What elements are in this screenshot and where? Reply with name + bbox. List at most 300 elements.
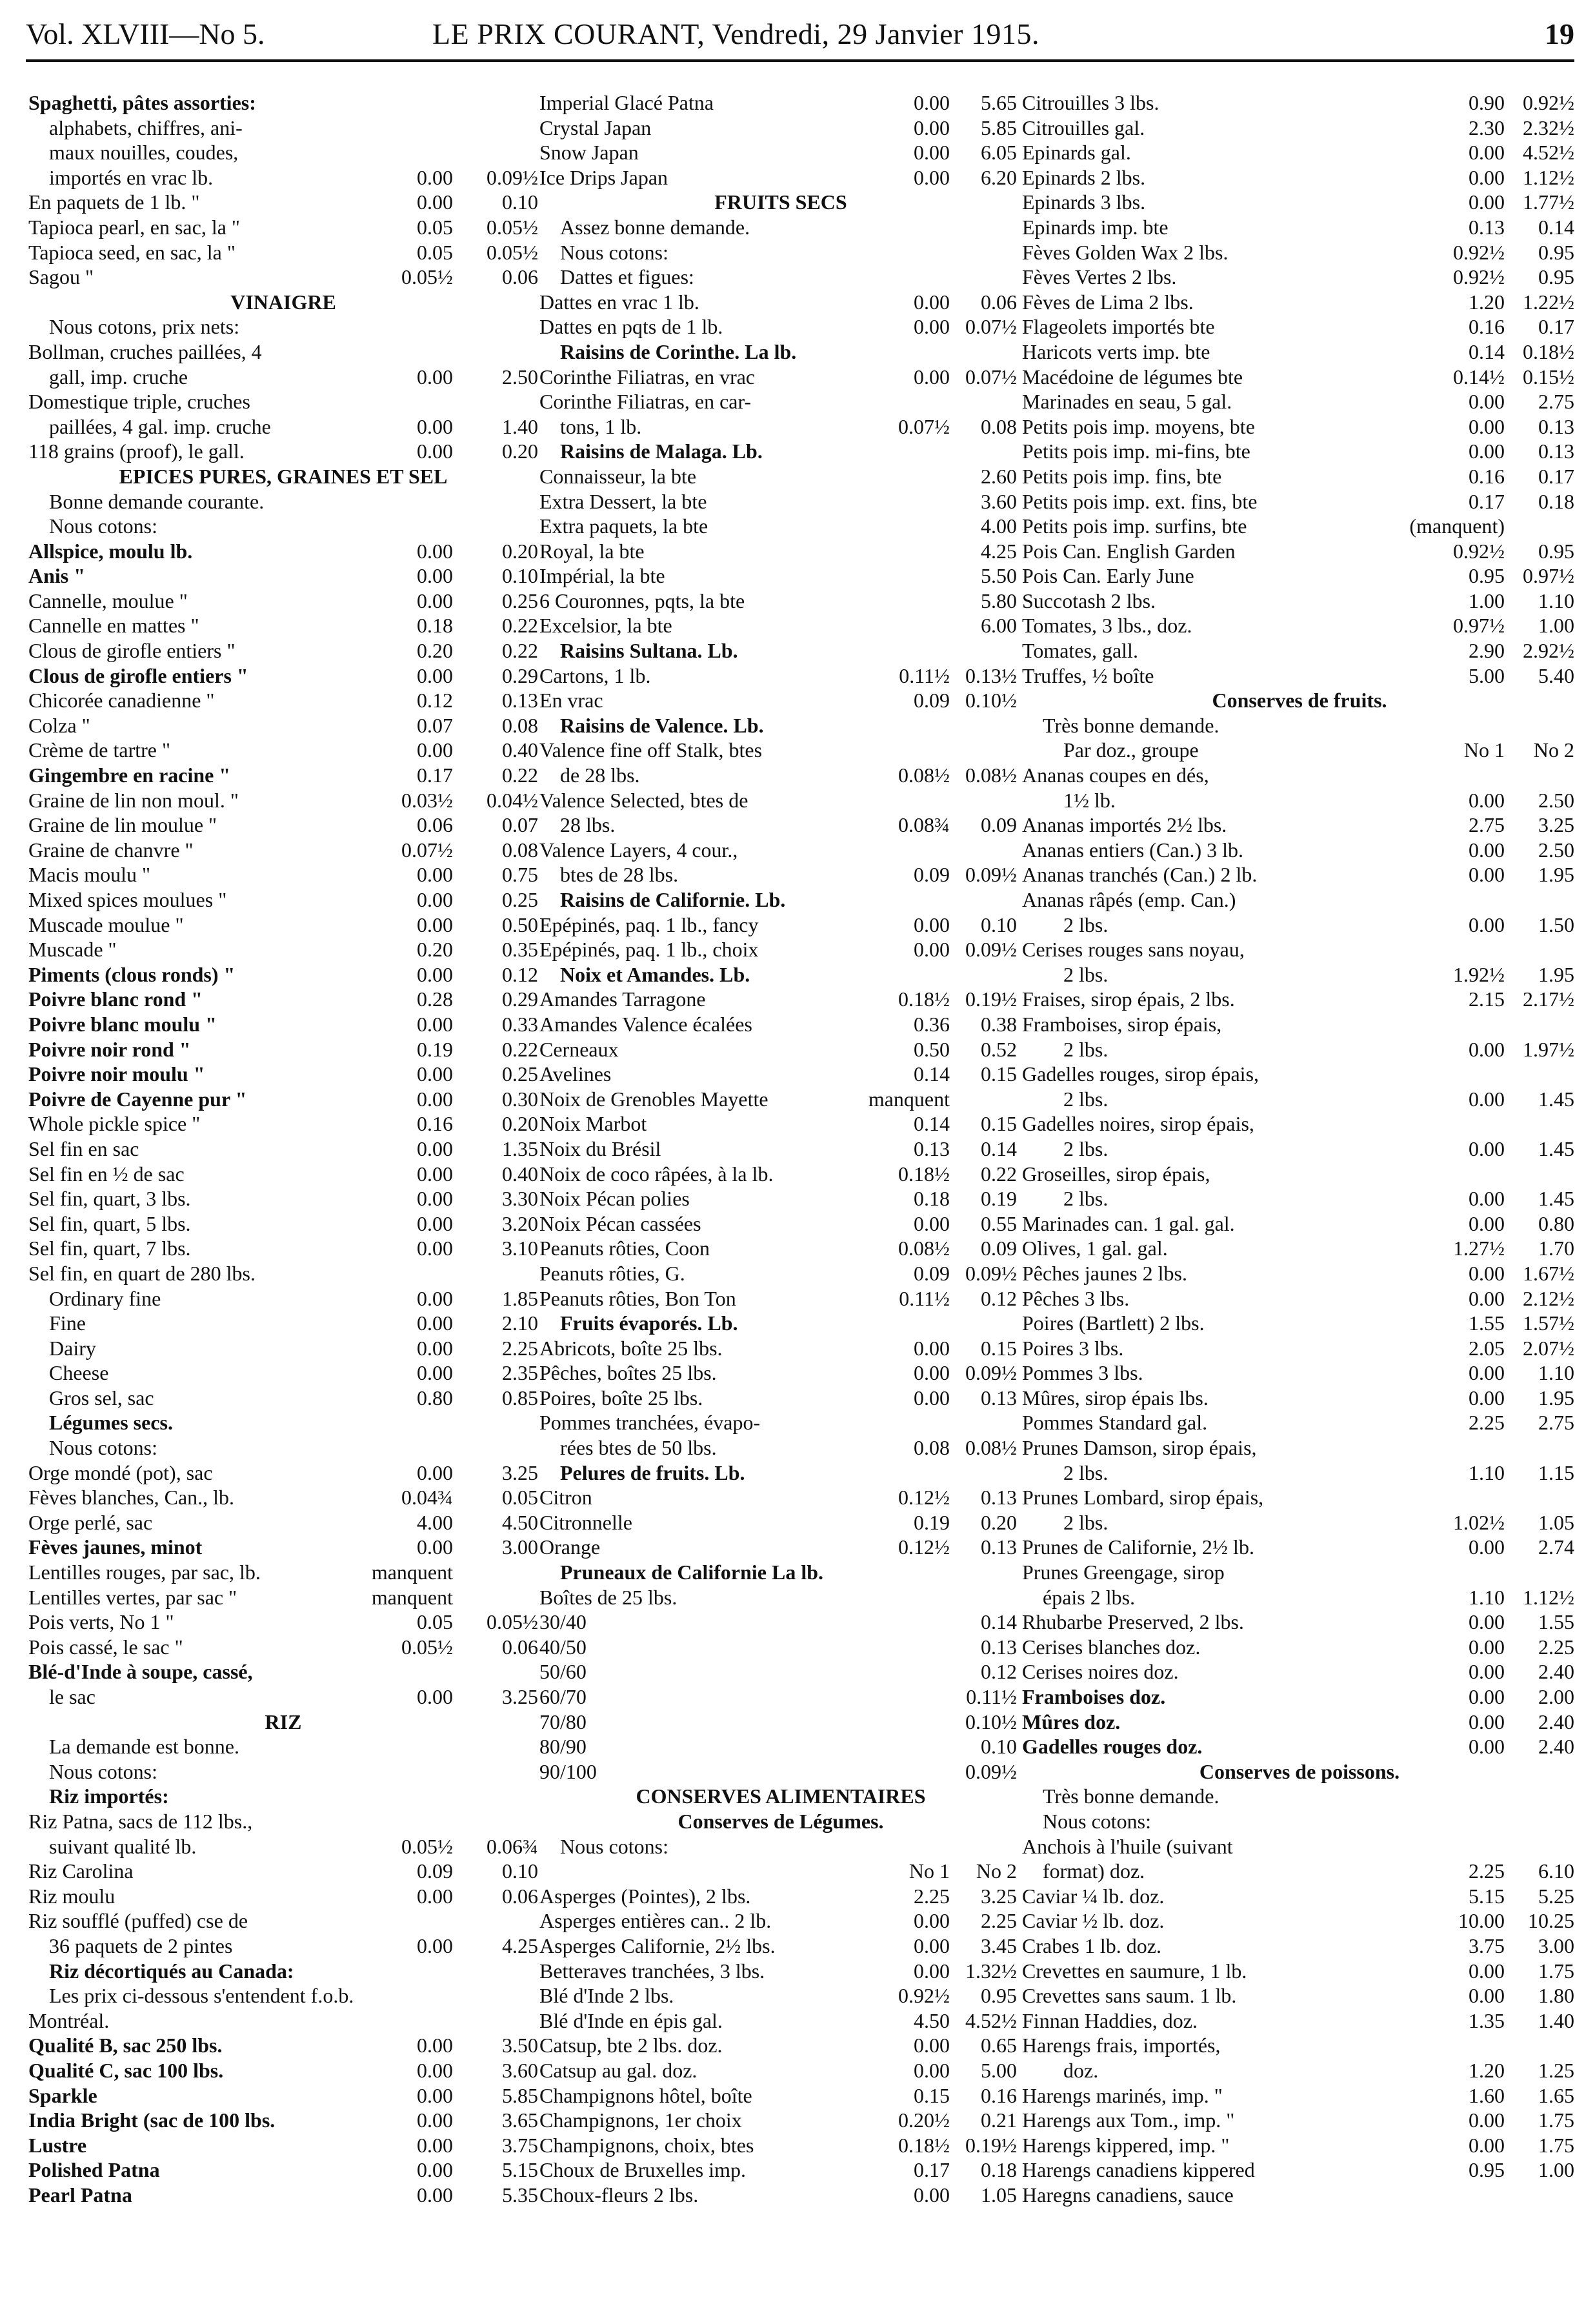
item-label: Sel fin, quart, 3 lbs. bbox=[28, 1187, 191, 1211]
price-high: 0.05 bbox=[502, 1486, 538, 1510]
price-row bbox=[28, 1211, 538, 1237]
price-row bbox=[1022, 1809, 1577, 1834]
price-high: 4.52½ bbox=[1523, 141, 1574, 165]
item-label: Caviar ¼ lb. doz. bbox=[1022, 1884, 1165, 1908]
price-row bbox=[28, 638, 538, 663]
item-label: Peanuts rôties, Bon Ton bbox=[539, 1286, 736, 1310]
item-label: Fèves blanches, Can., lb. bbox=[28, 1486, 235, 1510]
item-label: rées btes de 50 lbs. bbox=[560, 1436, 717, 1460]
price-low: 1.00 bbox=[1469, 589, 1505, 612]
price-high: 5.80 bbox=[981, 589, 1017, 612]
price-low: 0.14 bbox=[914, 1112, 950, 1136]
price-high: 3.25 bbox=[502, 1685, 538, 1708]
price-low: 4.00 bbox=[417, 1510, 453, 1534]
price-high: 4.25 bbox=[502, 1934, 538, 1957]
item-label: Pêches 3 lbs. bbox=[1022, 1286, 1130, 1310]
price-row bbox=[539, 439, 1022, 464]
price-low: 2.25 bbox=[1469, 1859, 1505, 1883]
price-row bbox=[539, 887, 1022, 913]
item-label: Prunes Greengage, sirop bbox=[1022, 1561, 1225, 1584]
price-high: 3.60 bbox=[981, 489, 1017, 513]
item-label: Amandes Valence écalées bbox=[539, 1012, 752, 1036]
price-high: 1.95 bbox=[1538, 962, 1574, 986]
price-low: No 1 bbox=[1463, 738, 1505, 762]
price-high: 1.32½ bbox=[965, 1959, 1017, 1983]
price-high: 0.16 bbox=[981, 2083, 1017, 2107]
item-label: Gadelles rouges doz. bbox=[1022, 1735, 1203, 1759]
price-high: 0.15 bbox=[981, 1336, 1017, 1360]
price-low: 0.00 bbox=[1469, 390, 1505, 414]
price-high: 0.33 bbox=[502, 1012, 538, 1036]
item-label: Impérial, la bte bbox=[539, 564, 665, 588]
price-high: 1.12½ bbox=[1523, 1585, 1574, 1609]
price-row bbox=[539, 1485, 1022, 1510]
price-low: 0.12 bbox=[417, 689, 453, 712]
item-label: Asperges entières can.. 2 lb. bbox=[539, 1909, 772, 1933]
price-row bbox=[539, 1934, 1022, 1959]
item-label: Orge mondé (pot), sac bbox=[28, 1460, 213, 1484]
item-label: Fruits évaporés. Lb. bbox=[560, 1311, 738, 1335]
price-row bbox=[539, 2133, 1022, 2158]
price-row bbox=[28, 339, 538, 365]
item-label: Citronnelle bbox=[539, 1510, 632, 1534]
price-high: 0.22 bbox=[502, 1037, 538, 1061]
price-high: 4.25 bbox=[981, 539, 1017, 563]
price-row bbox=[539, 713, 1022, 738]
price-row bbox=[1022, 1884, 1577, 1909]
price-high: 2.40 bbox=[1538, 1710, 1574, 1733]
item-label: Poires, boîte 25 lbs. bbox=[539, 1386, 703, 1410]
item-label: 80/90 bbox=[539, 1735, 587, 1759]
price-high: 0.07 bbox=[502, 813, 538, 837]
price-row bbox=[28, 1261, 538, 1286]
item-label: Lustre bbox=[28, 2133, 87, 2157]
price-row bbox=[539, 116, 1022, 141]
price-row bbox=[539, 1884, 1022, 1909]
price-row bbox=[539, 165, 1022, 190]
price-high: 0.95 bbox=[1538, 539, 1574, 563]
price-row bbox=[28, 414, 538, 440]
price-row bbox=[1022, 1585, 1577, 1610]
price-row bbox=[539, 738, 1022, 763]
price-row bbox=[28, 1386, 538, 1411]
price-low: 0.00 bbox=[417, 1237, 453, 1260]
price-high: 2.17½ bbox=[1523, 987, 1574, 1011]
price-low: 0.12½ bbox=[898, 1535, 950, 1559]
item-label: alphabets, chiffres, ani- bbox=[49, 116, 243, 139]
item-label: 70/80 bbox=[539, 1710, 587, 1733]
price-row bbox=[539, 1037, 1022, 1062]
price-row bbox=[539, 1734, 1022, 1759]
item-label: Epinards 3 lbs. bbox=[1022, 190, 1146, 214]
price-row bbox=[539, 1261, 1022, 1286]
price-low: 0.18½ bbox=[898, 2133, 950, 2157]
item-label: format) doz. bbox=[1043, 1859, 1145, 1883]
price-row bbox=[539, 838, 1022, 863]
price-row bbox=[1022, 1934, 1577, 1959]
price-row bbox=[1022, 1510, 1577, 1535]
price-high: 0.10 bbox=[502, 564, 538, 588]
item-label: Cerneaux bbox=[539, 1037, 619, 1061]
price-low: 0.06 bbox=[417, 813, 453, 837]
item-label: 1½ lb. bbox=[1063, 788, 1116, 812]
item-label: doz. bbox=[1063, 2058, 1099, 2082]
price-high: 1.25 bbox=[1538, 2058, 1574, 2082]
item-label: Caviar ½ lb. doz. bbox=[1022, 1909, 1165, 1933]
price-row bbox=[539, 913, 1022, 938]
price-high: 1.57½ bbox=[1523, 1311, 1574, 1335]
item-label: Sel fin, quart, 7 lbs. bbox=[28, 1237, 191, 1260]
item-label: Riz importés: bbox=[49, 1784, 169, 1808]
price-low: 0.00 bbox=[1469, 838, 1505, 862]
price-high: 10.25 bbox=[1528, 1909, 1574, 1933]
page-header bbox=[26, 9, 1574, 62]
item-label: Prunes Damson, sirop épais, bbox=[1022, 1436, 1257, 1460]
price-high: 1.45 bbox=[1538, 1087, 1574, 1111]
item-label: Pois Can. English Garden bbox=[1022, 539, 1236, 563]
price-row bbox=[1022, 887, 1577, 913]
item-label: Blé d'Inde 2 lbs. bbox=[539, 1984, 674, 2008]
price-high: 0.40 bbox=[502, 738, 538, 762]
price-row bbox=[539, 215, 1022, 240]
price-low: 4.50 bbox=[914, 2008, 950, 2032]
section-heading bbox=[1022, 688, 1577, 713]
price-high: 1.75 bbox=[1538, 2133, 1574, 2157]
price-low: 0.05½ bbox=[401, 1834, 453, 1858]
price-row bbox=[539, 663, 1022, 689]
price-high: 1.67½ bbox=[1523, 1261, 1574, 1285]
item-label: Allspice, moulu lb. bbox=[28, 539, 193, 563]
price-row bbox=[28, 1959, 538, 1984]
item-label: 60/70 bbox=[539, 1685, 587, 1708]
item-label: Pois cassé, le sac " bbox=[28, 1635, 183, 1659]
price-row bbox=[539, 2183, 1022, 2208]
price-row bbox=[28, 1311, 538, 1336]
price-row bbox=[1022, 1261, 1577, 1286]
item-label: Pearl Patna bbox=[28, 2183, 132, 2207]
price-row bbox=[28, 2108, 538, 2133]
price-high: 1.45 bbox=[1538, 1187, 1574, 1211]
price-row bbox=[539, 1560, 1022, 1585]
heading-text: CONSERVES ALIMENTAIRES bbox=[636, 1784, 926, 1808]
price-row bbox=[1022, 1410, 1577, 1435]
price-row bbox=[1022, 1286, 1577, 1311]
item-label: Dattes en vrac 1 lb. bbox=[539, 290, 699, 314]
item-label: Assez bonne demande. bbox=[560, 215, 750, 239]
item-label: Ice Drips Japan bbox=[539, 165, 668, 189]
price-row bbox=[539, 1236, 1022, 1261]
item-label: Anis " bbox=[28, 564, 86, 588]
price-row bbox=[1022, 1062, 1577, 1087]
item-label: Cheese bbox=[49, 1361, 109, 1385]
price-low: 0.00 bbox=[417, 2058, 453, 2082]
price-low: 0.00 bbox=[417, 1361, 453, 1385]
item-label: Raisins de Californie. Lb. bbox=[560, 888, 786, 911]
item-label: Avelines bbox=[539, 1062, 612, 1086]
price-low: 0.00 bbox=[1469, 1735, 1505, 1759]
item-label: gall, imp. cruche bbox=[49, 365, 188, 389]
price-row bbox=[539, 638, 1022, 663]
price-high: 3.50 bbox=[502, 2034, 538, 2057]
price-row bbox=[28, 1759, 538, 1784]
price-high: 0.80 bbox=[1538, 1211, 1574, 1235]
price-high: 0.12 bbox=[502, 962, 538, 986]
price-high: 0.19½ bbox=[965, 987, 1017, 1011]
item-label: La demande est bonne. bbox=[49, 1735, 239, 1759]
price-row bbox=[1022, 1111, 1577, 1137]
item-label: Poivre blanc rond " bbox=[28, 987, 203, 1011]
price-row bbox=[1022, 2183, 1577, 2208]
item-label: Champignons, 1er choix bbox=[539, 2108, 742, 2132]
price-low: 0.09 bbox=[914, 863, 950, 887]
item-label: Crabes 1 lb. doz. bbox=[1022, 1934, 1161, 1957]
price-low: 0.00 bbox=[1469, 1685, 1505, 1708]
price-high: 0.05½ bbox=[487, 1610, 538, 1634]
price-low: 0.08 bbox=[914, 1436, 950, 1460]
price-low: 1.10 bbox=[1469, 1460, 1505, 1484]
item-label: Finnan Haddies, doz. bbox=[1022, 2008, 1198, 2032]
price-row bbox=[1022, 2133, 1577, 2158]
price-low: 5.15 bbox=[1469, 1884, 1505, 1908]
item-label: Riz Patna, sacs de 112 lbs., bbox=[28, 1809, 253, 1833]
price-high: 1.50 bbox=[1538, 913, 1574, 936]
item-label: Succotash 2 lbs. bbox=[1022, 589, 1156, 612]
page-number: 19 bbox=[1545, 17, 1574, 50]
price-low: 0.00 bbox=[914, 91, 950, 114]
section-heading bbox=[28, 1710, 538, 1735]
price-row bbox=[539, 1859, 1022, 1884]
price-low: 0.00 bbox=[914, 1959, 950, 1983]
price-low: 0.00 bbox=[417, 1012, 453, 1036]
price-row bbox=[28, 2008, 538, 2034]
price-high: 0.05½ bbox=[487, 240, 538, 264]
price-high: 0.09½ bbox=[965, 1261, 1017, 1285]
price-row bbox=[1022, 838, 1577, 863]
price-low: 0.20 bbox=[417, 938, 453, 962]
price-low: 0.17 bbox=[1469, 489, 1505, 513]
price-high: 0.20 bbox=[502, 1112, 538, 1136]
item-label: Tapioca seed, en sac, la " bbox=[28, 240, 236, 264]
price-row bbox=[28, 1884, 538, 1909]
item-label: Graine de lin moulue " bbox=[28, 813, 217, 837]
price-row bbox=[1022, 116, 1577, 141]
price-row bbox=[539, 2083, 1022, 2108]
price-row bbox=[28, 1286, 538, 1311]
price-row bbox=[28, 1062, 538, 1087]
item-label: Snow Japan bbox=[539, 141, 639, 165]
price-high: 3.10 bbox=[502, 1237, 538, 1260]
price-row bbox=[28, 514, 538, 539]
item-label: Macédoine de légumes bte bbox=[1022, 365, 1243, 389]
price-high: 0.06 bbox=[502, 265, 538, 289]
price-row bbox=[539, 2108, 1022, 2133]
price-row bbox=[28, 1186, 538, 1211]
price-low: 0.00 bbox=[417, 1884, 453, 1908]
item-label: Sparkle bbox=[28, 2083, 97, 2107]
price-row bbox=[1022, 1535, 1577, 1560]
heading-text: FRUITS SECS bbox=[714, 190, 847, 214]
price-row bbox=[539, 1610, 1022, 1635]
price-high: 5.50 bbox=[981, 564, 1017, 588]
item-label: Blé-d'Inde à soupe, cassé, bbox=[28, 1660, 253, 1684]
item-label: Tomates, gall. bbox=[1022, 639, 1138, 663]
item-label: Fine bbox=[49, 1311, 86, 1335]
price-row bbox=[1022, 1710, 1577, 1735]
price-low: 0.00 bbox=[417, 863, 453, 887]
price-row bbox=[1022, 1186, 1577, 1211]
item-label: Marinades can. 1 gal. gal. bbox=[1022, 1211, 1235, 1235]
item-label: Blé d'Inde en épis gal. bbox=[539, 2008, 723, 2032]
price-high: 0.40 bbox=[502, 1162, 538, 1186]
price-low: 0.20 bbox=[417, 639, 453, 663]
item-label: Pommes tranchées, évapo- bbox=[539, 1411, 761, 1435]
price-row bbox=[28, 1236, 538, 1261]
price-low: 0.08¾ bbox=[898, 813, 950, 837]
price-high: 0.11½ bbox=[966, 1685, 1017, 1708]
price-row bbox=[539, 489, 1022, 514]
item-label: Clous de girofle entiers " bbox=[28, 639, 236, 663]
heading-text: EPICES PURES, GRAINES ET SEL bbox=[119, 464, 448, 488]
price-high: 1.10 bbox=[1538, 589, 1574, 612]
item-label: Riz Carolina bbox=[28, 1859, 134, 1883]
price-row bbox=[539, 1959, 1022, 1984]
price-low: 0.13 bbox=[914, 1137, 950, 1160]
item-label: Epinards imp. bte bbox=[1022, 215, 1169, 239]
price-row bbox=[1022, 813, 1577, 838]
price-row bbox=[28, 1111, 538, 1137]
price-low: 0.92½ bbox=[898, 1984, 950, 2008]
price-row bbox=[1022, 1560, 1577, 1585]
item-label: Dattes et figues: bbox=[560, 265, 694, 289]
price-low: 0.00 bbox=[1469, 1386, 1505, 1410]
price-row bbox=[539, 1435, 1022, 1460]
item-label: Betteraves tranchées, 3 lbs. bbox=[539, 1959, 765, 1983]
price-low: No 1 bbox=[908, 1859, 950, 1883]
price-row bbox=[28, 539, 538, 564]
item-label: Sel fin, quart, 5 lbs. bbox=[28, 1211, 191, 1235]
item-label: Poires (Bartlett) 2 lbs. bbox=[1022, 1311, 1205, 1335]
price-high: 0.15½ bbox=[1523, 365, 1574, 389]
price-row bbox=[1022, 2008, 1577, 2034]
price-row bbox=[1022, 1435, 1577, 1460]
item-label: suivant qualité lb. bbox=[49, 1834, 197, 1858]
item-label: Bollman, cruches paillées, 4 bbox=[28, 339, 262, 363]
price-low: 0.92½ bbox=[1453, 539, 1505, 563]
price-row bbox=[1022, 1087, 1577, 1112]
price-low: 0.00 bbox=[914, 141, 950, 165]
price-high: 0.06 bbox=[981, 290, 1017, 314]
item-label: Qualité C, sac 100 lbs. bbox=[28, 2058, 224, 2082]
price-low: 0.05 bbox=[417, 240, 453, 264]
price-high: 0.14 bbox=[981, 1137, 1017, 1160]
price-row bbox=[539, 1012, 1022, 1037]
price-row bbox=[1022, 663, 1577, 689]
price-row bbox=[539, 514, 1022, 539]
price-row bbox=[28, 1410, 538, 1435]
price-high: 4.00 bbox=[981, 514, 1017, 538]
item-label: 36 paquets de 2 pintes bbox=[49, 1934, 233, 1957]
price-high: 0.25 bbox=[502, 589, 538, 612]
price-low: 0.00 bbox=[1469, 414, 1505, 438]
item-label: Petits pois imp. surfins, bte bbox=[1022, 514, 1247, 538]
price-low: 0.00 bbox=[417, 2133, 453, 2157]
item-label: 2 lbs. bbox=[1063, 1460, 1108, 1484]
price-row bbox=[28, 1087, 538, 1112]
price-row bbox=[539, 1535, 1022, 1560]
item-label: Extra Dessert, la bte bbox=[539, 489, 707, 513]
price-high: 0.06 bbox=[502, 1884, 538, 1908]
price-row bbox=[1022, 1386, 1577, 1411]
price-row bbox=[28, 1784, 538, 1809]
price-row bbox=[28, 1137, 538, 1162]
price-row bbox=[539, 613, 1022, 638]
price-row bbox=[28, 937, 538, 962]
price-low: 2.15 bbox=[1469, 987, 1505, 1011]
price-high: 1.12½ bbox=[1523, 165, 1574, 189]
price-high: 0.07½ bbox=[965, 315, 1017, 339]
price-high: 0.92½ bbox=[1523, 91, 1574, 114]
price-high: 1.05 bbox=[981, 2183, 1017, 2207]
price-high: 0.29 bbox=[502, 987, 538, 1011]
price-low: 1.35 bbox=[1469, 2008, 1505, 2032]
price-high: 0.13 bbox=[1538, 414, 1574, 438]
item-label: Crème de tartre " bbox=[28, 738, 171, 762]
price-high: 1.95 bbox=[1538, 863, 1574, 887]
price-high: 1.45 bbox=[1538, 1137, 1574, 1160]
price-high: 0.06 bbox=[502, 1635, 538, 1659]
price-low: 0.09 bbox=[417, 1859, 453, 1883]
price-low: 0.00 bbox=[417, 2083, 453, 2107]
price-high: 0.22 bbox=[502, 614, 538, 638]
price-low: 0.00 bbox=[914, 1211, 950, 1235]
item-label: Riz moulu bbox=[28, 1884, 115, 1908]
price-high: 1.05 bbox=[1538, 1510, 1574, 1534]
price-low: 1.02½ bbox=[1453, 1510, 1505, 1534]
price-low: 3.75 bbox=[1469, 1934, 1505, 1957]
item-label: Fèves de Lima 2 lbs. bbox=[1022, 290, 1194, 314]
heading-text: Conserves de fruits. bbox=[1212, 689, 1387, 712]
item-label: Gadelles rouges, sirop épais, bbox=[1022, 1062, 1259, 1086]
item-label: Haregns canadiens, sauce bbox=[1022, 2183, 1234, 2207]
price-high: 0.13 bbox=[981, 1386, 1017, 1410]
price-row bbox=[1022, 1012, 1577, 1037]
item-label: Gros sel, sac bbox=[49, 1386, 154, 1410]
item-label: Citrouilles 3 lbs. bbox=[1022, 91, 1159, 114]
price-high: 2.25 bbox=[1538, 1635, 1574, 1659]
price-row bbox=[28, 1934, 538, 1959]
price-row bbox=[28, 2133, 538, 2158]
price-row bbox=[539, 314, 1022, 339]
price-row bbox=[28, 1485, 538, 1510]
price-low: 0.13 bbox=[1469, 215, 1505, 239]
price-low: 0.28 bbox=[417, 987, 453, 1011]
price-row bbox=[28, 1535, 538, 1560]
price-row bbox=[539, 1410, 1022, 1435]
price-low: 0.00 bbox=[914, 165, 950, 189]
price-row bbox=[28, 2183, 538, 2208]
item-label: Groseilles, sirop épais, bbox=[1022, 1162, 1210, 1186]
price-low: 0.00 bbox=[417, 2183, 453, 2207]
item-label: Cannelle, moulue " bbox=[28, 589, 188, 612]
price-high: 1.22½ bbox=[1523, 290, 1574, 314]
price-low: 0.00 bbox=[1469, 165, 1505, 189]
price-low: 0.00 bbox=[417, 1934, 453, 1957]
price-high: 1.15 bbox=[1538, 1460, 1574, 1484]
item-label: Pelures de fruits. Lb. bbox=[560, 1460, 745, 1484]
price-high: 0.25 bbox=[502, 1062, 538, 1086]
item-label: Tapioca pearl, en sac, la " bbox=[28, 215, 240, 239]
price-low: 0.14½ bbox=[1453, 365, 1505, 389]
